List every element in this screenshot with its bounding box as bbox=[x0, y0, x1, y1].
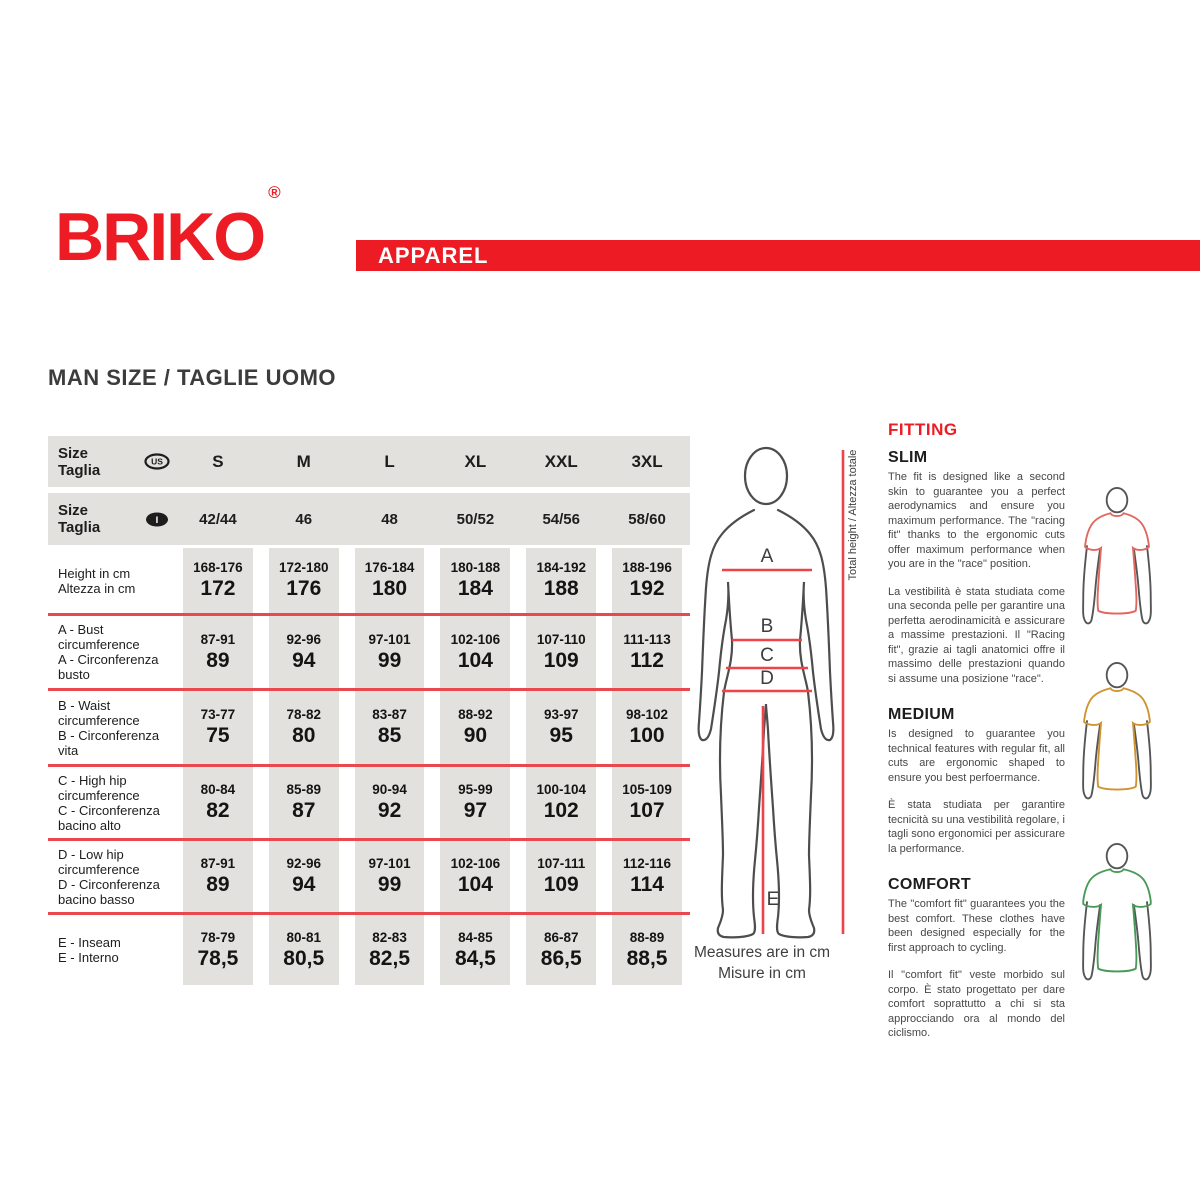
table-cell: 188-196 192 bbox=[612, 548, 682, 613]
table-cell: 184-192 188 bbox=[526, 548, 596, 613]
table-cell: 172-180 176 bbox=[269, 548, 339, 613]
row-label-en: C - High hip circumference bbox=[58, 772, 140, 803]
measure-note: Measures are in cm Misure in cm bbox=[693, 944, 831, 982]
medium-text-en: Is designed to guarantee you technical features with regular fit, all cuts are ergonomic shaped to ensure you best perfoermance. bbox=[888, 728, 1065, 784]
table-cell: 98-102 100 bbox=[612, 691, 682, 764]
svg-text:I: I bbox=[155, 514, 159, 526]
table-cell: 80-84 82 bbox=[183, 767, 253, 838]
brand-wordmark: BRIKO bbox=[55, 199, 265, 275]
comfort-text-it: Il "comfort fit" veste morbido sul corpo. È stato progettato per dare comfort soprattutto a chi si sta approcciando ora al mondo del ciclismo. bbox=[888, 969, 1065, 1039]
measure-label-d: D bbox=[760, 668, 774, 689]
table-row-waist bbox=[48, 691, 690, 767]
registered-mark: ® bbox=[268, 183, 281, 203]
table-cell: 88-89 88,5 bbox=[612, 915, 682, 985]
measure-label-a: A bbox=[760, 546, 774, 567]
table-cell: 82-83 82,5 bbox=[355, 915, 425, 985]
table-row-bust bbox=[48, 616, 690, 691]
size-col-header: 50/52 bbox=[456, 510, 495, 528]
table-cell: 97-101 99 bbox=[355, 841, 425, 912]
figure-head bbox=[745, 448, 787, 504]
comfort-text-en: The "comfort fit" guarantees you the best comfort. These clothes have been designed especially for the first approach to cycling. bbox=[888, 898, 1065, 954]
table-cell: 73-77 75 bbox=[183, 691, 253, 764]
size-taglia-label: Size Taglia bbox=[58, 444, 101, 479]
size-col-header: M bbox=[296, 451, 311, 471]
size-col-header: XL bbox=[464, 451, 487, 471]
table-cell: 100-104 102 bbox=[526, 767, 596, 838]
table-cell: 92-96 94 bbox=[269, 616, 339, 688]
table-cell: 107-111 109 bbox=[526, 841, 596, 912]
size-col-header: 54/56 bbox=[542, 510, 580, 528]
table-cell: 105-109 107 bbox=[612, 767, 682, 838]
header-label-us bbox=[48, 445, 175, 479]
table-cell: 93-97 95 bbox=[526, 691, 596, 764]
table-cell: 83-87 85 bbox=[355, 691, 425, 764]
table-cell: 85-89 87 bbox=[269, 767, 339, 838]
size-taglia-label: Size Taglia bbox=[58, 502, 101, 536]
table-cell: 95-99 97 bbox=[440, 767, 510, 838]
us-flag-icon bbox=[144, 453, 170, 470]
size-col-header: 3XL bbox=[631, 451, 663, 471]
fitting-column bbox=[888, 420, 1065, 1054]
size-col-header: 46 bbox=[295, 510, 313, 528]
table-row-low-hip bbox=[48, 841, 690, 915]
row-label-en: A - Bust circumference bbox=[58, 622, 140, 652]
medium-text-it: È stata studiata per garantire tecnicità su una vestibilità regolare, i tagli sono ergonomici per assicurare la performance. bbox=[888, 799, 1065, 855]
table-cell: 102-106 104 bbox=[440, 616, 510, 688]
briko-logo bbox=[55, 183, 281, 275]
apparel-banner bbox=[356, 240, 1200, 271]
slim-fit-icon bbox=[1073, 487, 1161, 637]
row-label-it: B - Circonferenza vita bbox=[58, 727, 160, 758]
comfort-fit-icon bbox=[1073, 843, 1161, 993]
slim-text-it: La vestibilità è stata studiata come una seconda pelle per garantire una perfetta aerodinamicità e assicurare a massime prestazioni. Il "Racing fit", grazie ai tagli anatomici offre il massimo delle prestazioni quando si assume una posizione "race". bbox=[888, 585, 1065, 685]
table-row-height bbox=[48, 548, 690, 616]
table-cell: 107-110 109 bbox=[526, 616, 596, 688]
table-row-inseam bbox=[48, 915, 690, 985]
table-cell: 87-91 89 bbox=[183, 616, 253, 688]
table-cell: 78-82 80 bbox=[269, 691, 339, 764]
row-label-it: D - Circonferenza bacino basso bbox=[58, 876, 160, 907]
medium-fit-icon bbox=[1073, 662, 1161, 812]
table-cell: 86-87 86,5 bbox=[526, 915, 596, 985]
table-cell: 176-184 180 bbox=[355, 548, 425, 613]
row-label-en: E - Inseam bbox=[58, 935, 121, 950]
size-col-header: 42/44 bbox=[199, 510, 237, 528]
size-col-header: XXL bbox=[544, 451, 578, 471]
fitting-title: FITTING bbox=[888, 420, 958, 439]
apparel-banner-label: APPAREL bbox=[378, 243, 489, 268]
table-header-us bbox=[48, 436, 690, 487]
table-cell: 102-106 104 bbox=[440, 841, 510, 912]
slim-text-en: The fit is designed like a second skin to guarantee you a perfect aerodynamics and ensure you maximum performance. The "racing fit" thanks to the ergonomic cuts offer maximum performance when you are in the "race" position. bbox=[888, 471, 1065, 570]
table-cell: 180-188 184 bbox=[440, 548, 510, 613]
italy-flag-icon bbox=[144, 511, 170, 528]
svg-text:US: US bbox=[151, 456, 163, 467]
table-cell: 112-116 114 bbox=[612, 841, 682, 912]
table-header-it bbox=[48, 493, 690, 545]
table-cell: 111-113 112 bbox=[612, 616, 682, 688]
row-label-en: Height in cm bbox=[58, 565, 131, 581]
page-title: MAN SIZE / TAGLIE UOMO bbox=[48, 365, 337, 390]
table-cell: 90-94 92 bbox=[355, 767, 425, 838]
row-label-it: A - Circonferenza busto bbox=[58, 652, 159, 682]
table-cell: 97-101 99 bbox=[355, 616, 425, 688]
header-label-it bbox=[48, 502, 175, 536]
size-col-header: L bbox=[384, 451, 395, 471]
fit-name-comfort: COMFORT bbox=[888, 876, 971, 893]
table-cell: 84-85 84,5 bbox=[440, 915, 510, 985]
body-measure-diagram bbox=[690, 440, 870, 965]
table-cell: 87-91 89 bbox=[183, 841, 253, 912]
row-label-en: D - Low hip circumference bbox=[58, 846, 140, 877]
total-height-label: Total height / Altezza totale bbox=[847, 449, 859, 581]
measure-label-b: B bbox=[760, 616, 774, 637]
table-cell: 88-92 90 bbox=[440, 691, 510, 764]
size-table bbox=[48, 436, 690, 985]
table-cell: 168-176 172 bbox=[183, 548, 253, 613]
row-label-it: Altezza in cm bbox=[58, 580, 136, 596]
size-col-header: 48 bbox=[381, 510, 398, 528]
size-col-header: 58/60 bbox=[628, 510, 666, 528]
row-label-it: E - Interno bbox=[58, 950, 119, 965]
size-col-header: S bbox=[212, 451, 224, 471]
table-cell: 92-96 94 bbox=[269, 841, 339, 912]
row-label-en: B - Waist circumference bbox=[58, 697, 140, 728]
table-cell: 80-81 80,5 bbox=[269, 915, 339, 985]
figure-body-outline bbox=[699, 510, 834, 937]
fit-name-slim: SLIM bbox=[888, 449, 928, 466]
measure-label-e: E bbox=[766, 889, 780, 910]
measure-label-c: C bbox=[760, 645, 774, 666]
table-row-high-hip bbox=[48, 767, 690, 841]
row-label-it: C - Circonferenza bacino alto bbox=[58, 802, 160, 833]
table-cell: 78-79 78,5 bbox=[183, 915, 253, 985]
fit-name-medium: MEDIUM bbox=[888, 706, 955, 723]
